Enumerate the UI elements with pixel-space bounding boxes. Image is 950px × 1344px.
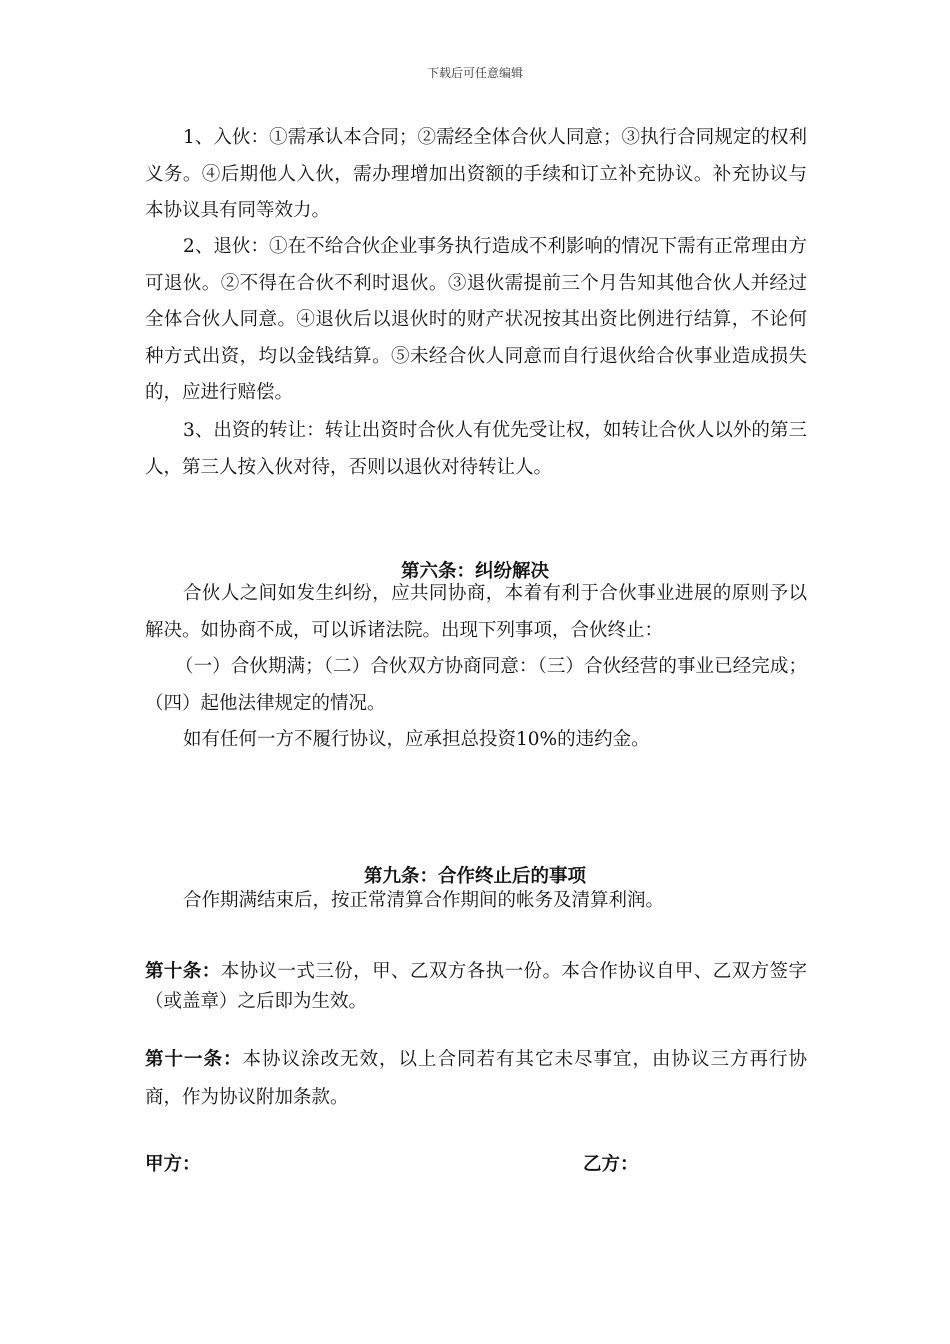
- page-header-note: 下载后可任意编辑: [426, 66, 523, 80]
- article6-para3: 如有任何一方不履行协议，应承担总投资10%的违约金。: [183, 729, 650, 750]
- article10-text: 本协议一式三份，甲、乙双方各执一份。本合作协议自甲、乙双方签字（或盖章）之后即为生效。: [145, 961, 807, 1012]
- section5-item3: 3、出资的转让：转让出资时合伙人有优先受让权，如转让合伙人以外的第三人，第三人按入伙对待，否则以退伙对待转让人。: [145, 420, 807, 478]
- party-b-signature-label: 乙方：: [583, 1154, 639, 1175]
- article6-title: 第六条：纠纷解决: [400, 561, 549, 582]
- article6-para1: 合伙人之间如发生纠纷，应共同协商，本着有利于合伙事业进展的原则予以解决。如协商不成，可以诉诸法院。出现下列事项，合伙终止：: [145, 583, 807, 641]
- article9-title: 第九条：合作终止后的事项: [363, 866, 586, 887]
- party-a-signature-label: 甲方：: [145, 1154, 201, 1175]
- article11: [145, 1041, 807, 1117]
- section5-item1: 1、入伙：①需承认本合同；②需经全体合伙人同意；③执行合同规定的权利义务。④后期他人入伙，需办理增加出资额的手续和订立补充协议。补充协议与本协议具有同等效力。: [145, 127, 807, 221]
- article10-label: 第十条：: [145, 961, 221, 982]
- section5-item2: 2、退伙：①在不给合伙企业事务执行造成不利影响的情况下需有正常理由方可退伙。②不得在合伙不利时退伙。③退伙需提前三个月告知其他合伙人并经过全体合伙人同意。④退伙后以退伙时的财产状况按其出资比例进行结算，不论何种方式出资，均以金钱结算。⑤未经合伙人同意而自行退伙给合伙事业造成损失的，应进行赔偿。: [145, 236, 807, 403]
- article9-para1: 合作期满结束后，按正常清算合作期间的帐务及清算利润。: [183, 890, 665, 911]
- article11-label: 第十一条：: [145, 1049, 243, 1070]
- article6-para2: （一）合伙期满；（二）合伙双方协商同意：（三）合伙经营的事业已经完成；（四）起他法律规定的情况。: [145, 656, 807, 714]
- article11-text: 本协议涂改无效，以上合同若有其它未尽事宜，由协议三方再行协商，作为协议附加条款。: [145, 1049, 807, 1108]
- article10: [145, 957, 807, 1017]
